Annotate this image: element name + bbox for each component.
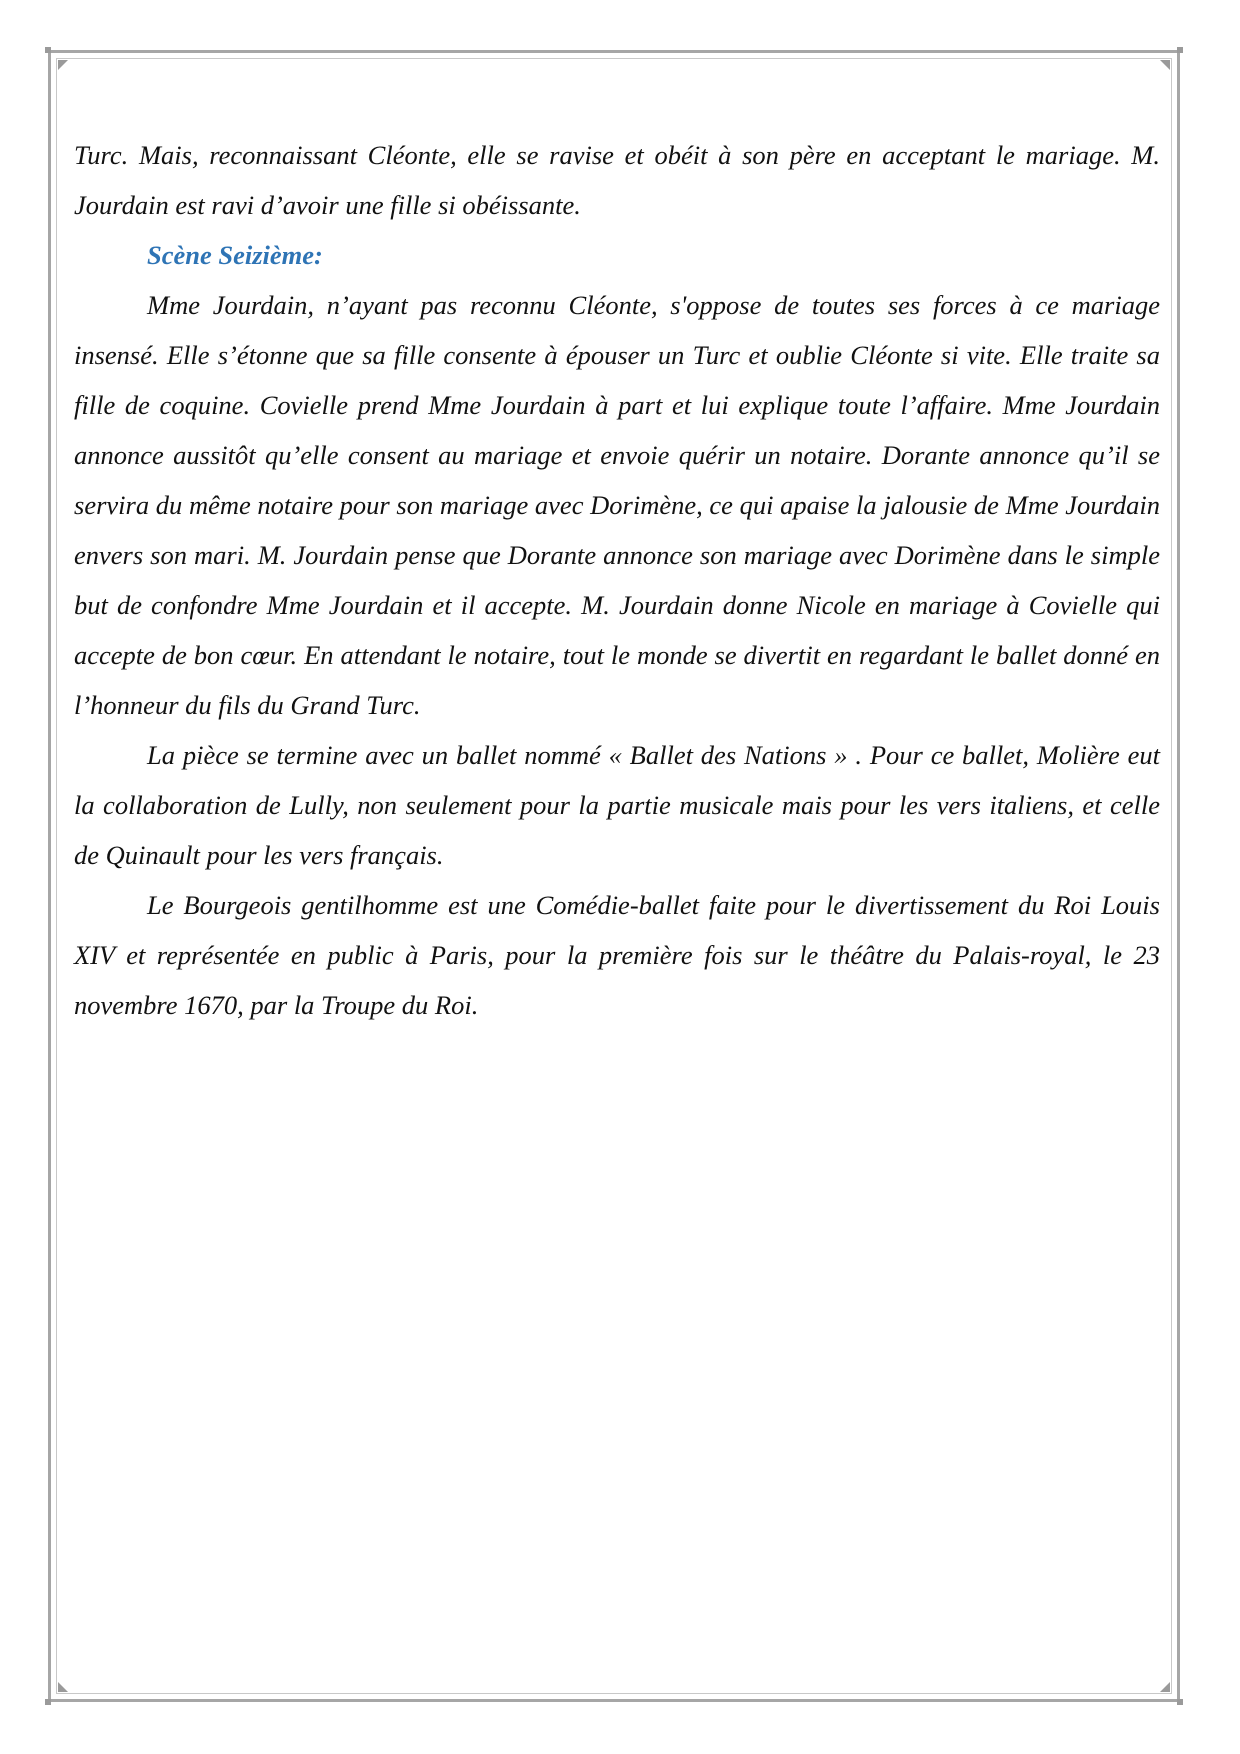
corner-ornament-bottom-right [1177, 1699, 1183, 1705]
corner-ornament-top-left [45, 47, 51, 53]
corner-ornament-bottom-left [45, 1699, 51, 1705]
paragraph-premiere: Le Bourgeois gentilhomme est une Comédie-ballet faite pour le divertissement du Roi Louis XIV et représentée en public à Paris, pour la première fois sur le théâtre du Palais-royal, le 23 novembre 1670, par la Troupe du Roi. [74, 890, 1160, 1020]
corner-triangle-bottom-left [58, 1682, 68, 1692]
scene-heading: Scène Seizième: [147, 240, 323, 270]
corner-triangle-top-right [1160, 60, 1170, 70]
corner-triangle-bottom-right [1160, 1682, 1170, 1692]
corner-triangle-top-left [58, 60, 68, 70]
paragraph-scene-summary: Mme Jourdain, n’ayant pas reconnu Cléonte, s'oppose de toutes ses forces à ce mariage insensé. Elle s’étonne que sa fille consente à épouser un Turc et oublie Cléonte si vite. Elle traite sa fille de coquine. Covielle prend Mme Jourdain à part et lui explique toute l’affaire. Mme Jourdain annonce aussitôt qu’elle consent au mariage et envoie quérir un notaire. Dorante annonce qu’il se servira du même notaire pour son mariage avec Dorimène, ce qui apaise la jalousie de Mme Jourdain envers son mari. M. Jourdain pense que Dorante annonce son mariage avec Dorimène dans le simple but de confondre Mme Jourdain et il accepte. M. Jourdain donne Nicole en mariage à Covielle qui accepte de bon cœur. En attendant le notaire, tout le monde se divertit en regardant le ballet donné en l’honneur du fils du Grand Turc. [74, 290, 1160, 720]
paragraph-ballet: La pièce se termine avec un ballet nommé « Ballet des Nations » . Pour ce ballet, Molière eut la collaboration de Lully, non seulement pour la partie musicale mais pour les vers italiens, et celle de Quinault pour les vers français. [74, 740, 1160, 870]
paragraph-continuation: Turc. Mais, reconnaissant Cléonte, elle se ravise et obéit à son père en acceptant le mariage. M. Jourdain est ravi d’avoir une fille si obéissante. [74, 140, 1160, 220]
corner-ornament-top-right [1177, 47, 1183, 53]
page-content [74, 130, 1160, 1030]
